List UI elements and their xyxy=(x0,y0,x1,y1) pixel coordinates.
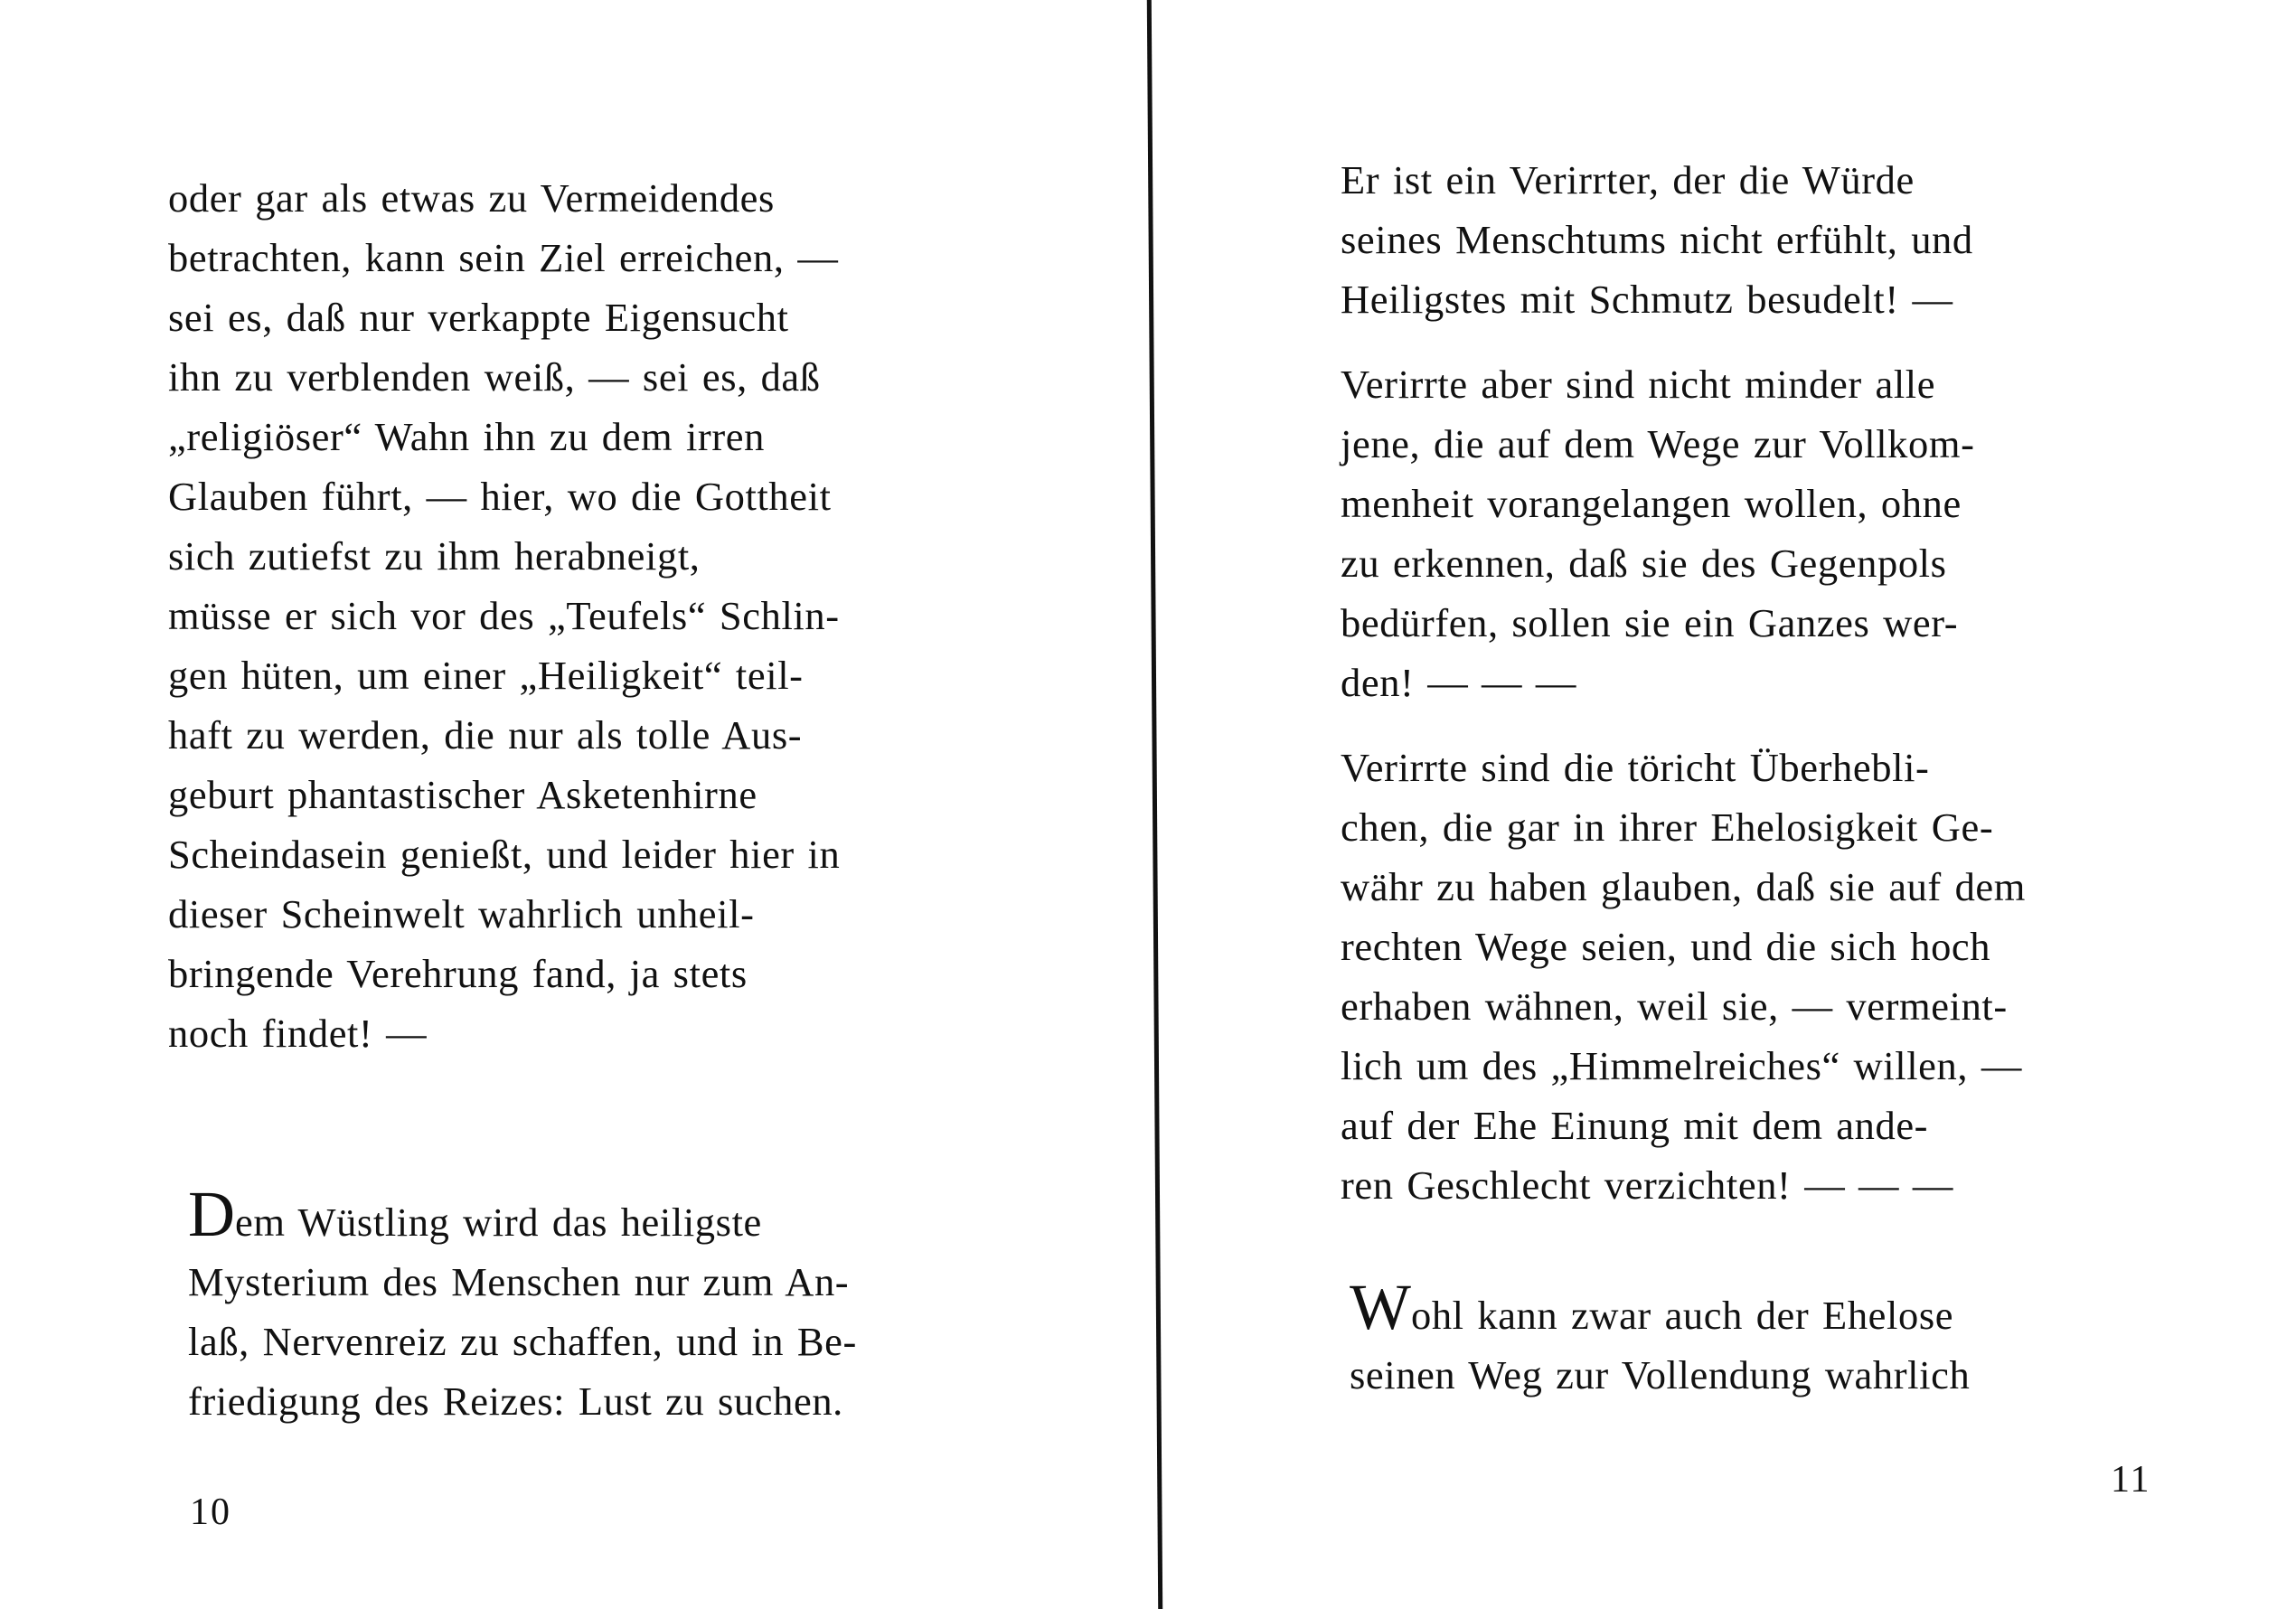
text-line: dieser Scheinwelt wahrlich unheil- xyxy=(168,891,755,936)
paragraph-gap xyxy=(1341,712,2026,738)
page-number-right: 11 xyxy=(2111,1459,2151,1501)
text-line: seines Menschtums nicht erfühlt, und xyxy=(1341,217,1973,262)
left-top-paragraph xyxy=(168,168,840,1063)
text-line: rechten Wege seien, und die sich hoch xyxy=(1341,924,1991,969)
text-line: Verirrte aber sind nicht minder alle xyxy=(1341,362,1936,407)
text-line: haft zu werden, die nur als tolle Aus- xyxy=(168,712,803,757)
text-line: auf der Ehe Einung mit dem ande- xyxy=(1341,1103,1929,1148)
page-number-left: 10 xyxy=(190,1491,231,1533)
text-line: währ zu haben glauben, daß sie auf dem xyxy=(1341,864,2026,909)
text-line: Mysterium des Menschen nur zum An- xyxy=(188,1259,850,1304)
text-line: erhaben wähnen, weil sie, — vermeint- xyxy=(1341,983,2008,1029)
book-gutter xyxy=(1150,0,1161,1609)
text-line: sei es, daß nur verkappte Eigensucht xyxy=(168,295,789,340)
text-line: Verirrte sind die töricht Überhebli- xyxy=(1341,745,1930,790)
text-line-with-initial xyxy=(1350,1271,1970,1345)
text-line: ihn zu verblenden weiß, — sei es, daß xyxy=(168,354,821,400)
text-line: sich zutiefst zu ihm herabneigt, xyxy=(168,533,701,579)
text-line: Er ist ein Verirrter, der die Würde xyxy=(1341,157,1915,202)
text-line: friedigung des Reizes: Lust zu suchen. xyxy=(188,1378,843,1424)
gutter-line xyxy=(1147,0,1162,1609)
right-top-paragraphs xyxy=(1341,150,2026,1215)
text-line: Heiligstes mit Schmutz besudelt! — xyxy=(1341,277,1953,322)
text-line: bedürfen, sollen sie ein Ganzes wer- xyxy=(1341,600,1959,645)
drop-initial: D xyxy=(188,1178,235,1250)
text-line: den! — — — xyxy=(1341,660,1576,705)
left-bottom-paragraph xyxy=(188,1178,857,1431)
text-line: bringende Verehrung fand, ja stets xyxy=(168,951,748,996)
text-line: chen, die gar in ihrer Ehelosigkeit Ge- xyxy=(1341,804,1994,850)
first-line-rest: em Wüstling wird das heiligste xyxy=(235,1200,762,1245)
text-line: geburt phantastischer Asketenhirne xyxy=(168,772,757,817)
text-line: müsse er sich vor des „Teufels“ Schlin- xyxy=(168,593,840,638)
text-line: seinen Weg zur Vollendung wahrlich xyxy=(1350,1352,1971,1397)
text-line: lich um des „Himmelreiches“ willen, — xyxy=(1341,1043,2022,1088)
text-line: „religiöser“ Wahn ihn zu dem irren xyxy=(168,414,765,459)
text-line: betrachten, kann sein Ziel erreichen, — xyxy=(168,235,839,280)
text-line: noch findet! — xyxy=(168,1011,428,1056)
first-line-rest: ohl kann zwar auch der Ehelose xyxy=(1410,1293,1954,1338)
text-line: gen hüten, um einer „Heiligkeit“ teil- xyxy=(168,653,804,698)
text-line: oder gar als etwas zu Vermeidendes xyxy=(168,175,775,221)
text-line: Scheindasein genießt, und leider hier in xyxy=(168,832,841,877)
text-line: menheit vorangelangen wollen, ohne xyxy=(1341,481,1962,526)
drop-initial: W xyxy=(1350,1271,1411,1343)
paragraph-gap xyxy=(1341,329,2026,354)
text-line: jene, die auf dem Wege zur Vollkom- xyxy=(1341,421,1975,466)
text-line-with-initial xyxy=(188,1178,857,1252)
text-line: ren Geschlecht verzichten! — — — xyxy=(1341,1162,1953,1208)
text-line: laß, Nervenreiz zu schaffen, und in Be- xyxy=(188,1319,857,1364)
text-line: zu erkennen, daß sie des Gegenpols xyxy=(1341,541,1947,586)
text-line: Glauben führt, — hier, wo die Gottheit xyxy=(168,474,832,519)
right-bottom-paragraph xyxy=(1350,1271,1971,1405)
